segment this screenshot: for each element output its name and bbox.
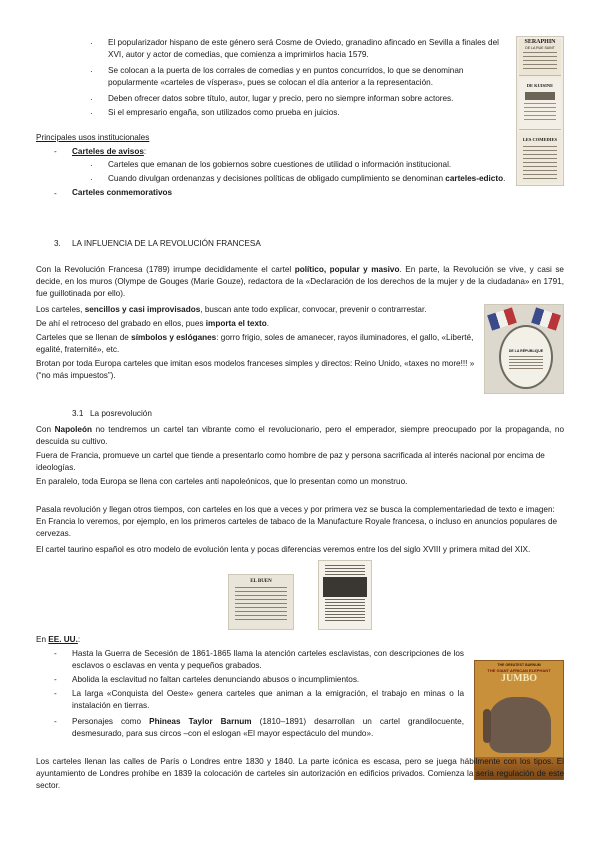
revolution-poster-image [484, 304, 564, 394]
medallion [499, 325, 553, 389]
text-run: Personajes como [72, 717, 150, 726]
bullfight-poster-image [318, 560, 372, 630]
section-title: LA INFLUENCIA DE LA REVOLUCIÓN FRANCESA [72, 239, 261, 248]
medallion-text: DE LA RÉPUBLIQUE [508, 349, 544, 353]
text-run: , buscan ante todo explicar, convocar, prevenir o contrarrestar. [200, 305, 427, 314]
text-run: (1810–1891) desarrollan un cartel grandilocuente, desmesurado, para sus circos –con el eslogan «El mayor espectáculo del mundo». [72, 717, 464, 738]
flag-left [487, 307, 517, 330]
poster-seraphin-sub: DE LA RUE SAINT [525, 46, 555, 50]
section-number: 3. [54, 239, 61, 248]
usos-heading: Principales usos institucionales [36, 133, 150, 142]
subsection-title: La posrevolución [90, 409, 152, 418]
dash-marker: - [54, 689, 57, 698]
avisos-label: Carteles de avisos [72, 147, 144, 156]
paragraph: Carteles que emanan de los gobiernos sobre cuestiones de utilidad o información institucional. [108, 160, 452, 169]
bold-run: EE. UU. [48, 635, 78, 644]
paragraph: El cartel taurino español es otro modelo de evolución lenta y pocas diferencias veremos entre los del siglo XVIII y primera mitad del XIX. [36, 545, 531, 554]
text-run: Carteles que se llenan de [36, 333, 132, 342]
jumbo-line2: THE GIANT AFRICAN ELEPHANT [487, 668, 551, 673]
bullet-marker: · [90, 39, 93, 48]
poster-engraving [525, 92, 555, 100]
paragraph [36, 264, 564, 300]
paragraph [36, 318, 476, 330]
text-run: : [77, 635, 81, 644]
bullet-marker: · [90, 175, 93, 184]
text-run: Cuando divulgan ordenanzas y decisiones políticas de obligado cumplimiento se denominan [108, 174, 446, 183]
bullet-marker: · [90, 161, 93, 170]
text-run: . [503, 174, 506, 183]
poster-kuisine [519, 79, 561, 130]
poster-seraphin [519, 39, 561, 76]
text-run: De ahí el retroceso del grabado en ellos, pues [36, 319, 206, 328]
bullet-marker: · [90, 67, 93, 76]
poster-text-lines [325, 565, 365, 575]
conmemorativos-item: Carteles conmemorativos [72, 188, 173, 197]
paragraph [36, 332, 476, 356]
poster-text-lines [325, 599, 365, 621]
text-run: Con [36, 425, 55, 434]
poster-text-lines [523, 52, 557, 70]
bullet-marker: · [90, 95, 93, 104]
eeuu-label [36, 634, 80, 646]
paragraph: Hasta la Guerra de Secesión de 1861-1865 llama la atención carteles esclavistas, con descripciones de los esclavos o esclavas en venta y pequeños grabados. [72, 649, 464, 670]
paragraph: El popularizador hispano de este género será Cosme de Oviedo, granadino afincado en Sevilla a finales del XVI, autor y actor de comedias, que comienza a imprimirlos hacia 1579. [108, 38, 499, 59]
el-buen-title: EL BUEN [250, 579, 272, 584]
paragraph: Abolida la esclavitud no faltan carteles denunciando abusos o incumplimientos. [72, 675, 360, 684]
paragraph: Se colocan a la puerta de los corrales de comedias y en puntos concurridos, lo que se denominan popularmente «carteles de vísperas», pues se colocan el día anterior a la representación. [108, 66, 464, 87]
bold-run: símbolos y eslóganes [131, 333, 217, 342]
text-run: . [266, 319, 270, 328]
paragraph: Los carteles llenan las calles de París o Londres entre 1830 y 1840. La parte icónica es escasa, pero se juega hábilmente con los tipos. El ayuntamiento de Londres prohíbe en 1839 la colocación de carteles sin autorización en edificios privados. Comienza la seria regulación de este sector. [36, 757, 564, 790]
poster-seraphin-title: SERAPHIN [524, 39, 556, 45]
paragraph [108, 173, 558, 185]
paragraph: Brotan por toda Europa carteles que imitan esos modelos franceses simples y directos: Reino Unido, «taxes no more!!! » (“no más impuestos”). [36, 359, 475, 380]
dash-marker: - [54, 147, 57, 156]
text-run: Con la Revolución Francesa (1789) irrumpe decididamente el cartel [36, 265, 295, 274]
poster-text-lines [235, 587, 287, 623]
bold-run: carteles-edicto [445, 174, 504, 183]
paragraph: Deben ofrecer datos sobre título, autor, lugar y precio, pero no siempre informan sobre actores. [108, 94, 454, 103]
jumbo-line1: THE GREATEST BARNUM [497, 663, 541, 667]
poster-comedies-title: LES COMEDIES [522, 137, 558, 142]
bold-run: Napoleón [54, 425, 92, 434]
poster-kuisine-title: DE KUISINE [526, 83, 554, 88]
subsection-number: 3.1 [72, 409, 84, 418]
paragraph [36, 304, 476, 316]
avisos-item [72, 146, 146, 158]
text-run: no tendremos un cartel tan vibrante como el revolucionario, pero el emperador, siempre preocupado por la propaganda, no descuida su cultivo. [36, 425, 564, 446]
text-run: . En parte, la Revolución se vive, y casi se decide, en los muros (Olympe de Gouges (Marie Gouze), redactora de la «Declaración de los derechos de la mujer y de la ciudadana» en 1791, fue guillotinada por ello). [36, 265, 564, 298]
bold-run: Phineas Taylor Barnum [149, 717, 252, 726]
paragraph: En paralelo, toda Europa se llena con carteles anti napoleónicos, que lo presentan como un monstruo. [36, 477, 408, 486]
el-buen-poster-image [228, 574, 294, 630]
paragraph: Fuera de Francia, promueve un cartel que tiende a presentarlo como hombre de paz y persona sacrificada al interés nacional por encima de ideologías. [36, 451, 545, 472]
dash-marker: - [54, 649, 57, 658]
elephant-body [489, 697, 551, 753]
bold-run: sencillos y casi improvisados [84, 305, 201, 314]
paragraph [36, 424, 564, 448]
bullet-marker: · [90, 109, 93, 118]
jumbo-title: JUMBO [500, 673, 538, 684]
dash-marker: - [54, 717, 57, 726]
avisos-colon: : [143, 147, 147, 156]
paragraph: Pasala revolución y llegan otros tiempos, con carteles en los que a veces y por primera vez se busca la complementariedad de texto e imagen: En Francia lo veremos, por ejemplo, en los primeros carteles de tabaco de la Manufacture Royale francesa, o incluso en anuncios populares de cervezas. [36, 505, 558, 538]
elephant-trunk [483, 709, 491, 743]
dash-marker: - [54, 189, 57, 198]
bold-run: importa el texto [205, 319, 267, 328]
text-run: En [36, 635, 49, 644]
paragraph: Si el empresario engaña, son utilizados como prueba en juicios. [108, 108, 340, 117]
dash-marker: - [54, 675, 57, 684]
text-run: Los carteles, [36, 305, 85, 314]
paragraph [72, 716, 464, 740]
poster-text-lines [524, 103, 556, 121]
text-run: : gorro frigio, soles de amanecer, rayos iluminadores, el gallo, «Liberté, egalité, fraternité», etc. [36, 333, 474, 354]
paragraph: La larga «Conquista del Oeste» genera carteles que animan a la emigración, el trabajo en minas o la instalación en tierras. [72, 689, 464, 710]
medallion-lines [509, 356, 543, 370]
bold-run: político, popular y masivo [294, 265, 400, 274]
poster-engraving [323, 577, 367, 597]
